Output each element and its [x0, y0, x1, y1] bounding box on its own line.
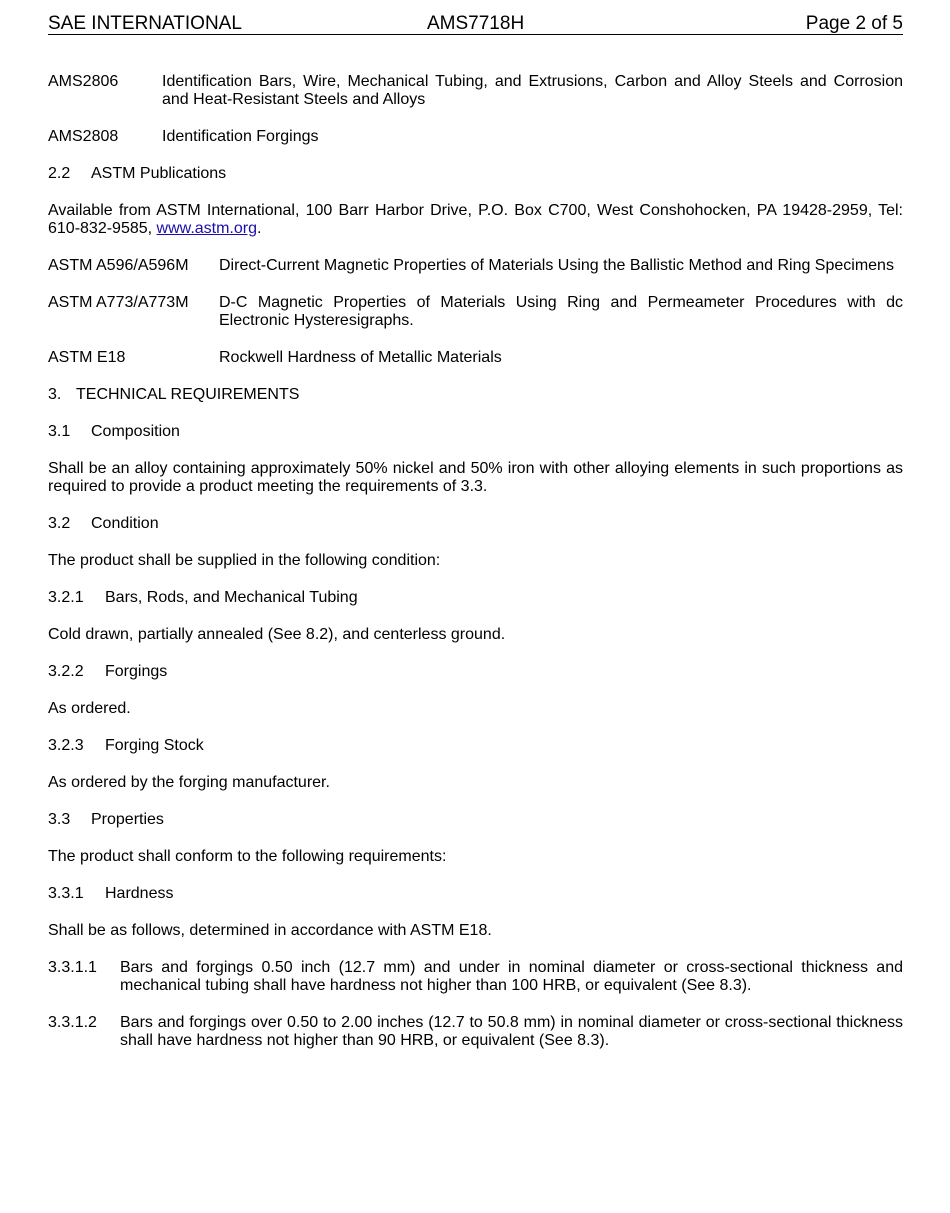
section-title: Forging Stock: [105, 737, 204, 754]
section-title: ASTM Publications: [91, 165, 227, 182]
section-number: 3.2: [48, 515, 71, 532]
reference-ams2808: [48, 128, 903, 146]
reference-astm-e18: [48, 349, 903, 367]
section-number: 3.2.2: [48, 663, 84, 680]
section-heading-technical: [48, 386, 903, 404]
reference-title: Identification Bars, Wire, Mechanical Tubing, and Extrusions, Carbon and Alloy Steels and Corrosion and Heat-Resistant Steels and Alloys: [162, 73, 903, 108]
section-number: 3.: [48, 386, 62, 403]
section-number: 3.2.3: [48, 737, 84, 754]
hardness-item-3-3-1-1: [48, 959, 903, 995]
reference-code: AMS2806: [48, 73, 119, 90]
hardness-item-3-3-1-2: [48, 1014, 903, 1050]
properties-paragraph: The product shall conform to the following requirements:: [48, 848, 447, 865]
reference-title: D-C Magnetic Properties of Materials Using Ring and Permeameter Procedures with dc Electronic Hysteresigraphs.: [219, 294, 903, 329]
section-title: Composition: [91, 423, 180, 440]
section-heading-properties: [48, 811, 903, 829]
header-org: SAE INTERNATIONAL: [48, 13, 242, 34]
condition-paragraph: The product shall be supplied in the following condition:: [48, 552, 441, 569]
section-heading-bars: [48, 589, 903, 607]
section-number: 3.3: [48, 811, 71, 828]
section-heading-forging-stock: [48, 737, 903, 755]
section-heading-forgings: [48, 663, 903, 681]
composition-paragraph: Shall be an alloy containing approximately 50% nickel and 50% iron with other alloying elements in such proportions as required to provide a product meeting the requirements of 3.3.: [48, 460, 903, 495]
section-heading-composition: [48, 423, 903, 441]
section-number: 2.2: [48, 165, 71, 182]
bars-paragraph: Cold drawn, partially annealed (See 8.2), and centerless ground.: [48, 626, 506, 643]
section-title: TECHNICAL REQUIREMENTS: [76, 386, 300, 403]
item-number: 3.3.1.1: [48, 959, 97, 976]
item-text: Bars and forgings over 0.50 to 2.00 inches (12.7 to 50.8 mm) in nominal diameter or cross-sectional thickness shall have hardness not higher than 90 HRB, or equivalent (See 8.3).: [120, 1014, 903, 1049]
reference-title: Identification Forgings: [162, 128, 319, 145]
item-number: 3.3.1.2: [48, 1014, 97, 1031]
astm-website-link[interactable]: www.astm.org: [156, 220, 257, 237]
document-page: [48, 0, 903, 1050]
header-doc-number: AMS7718H: [427, 13, 525, 34]
availability-trailing: .: [257, 220, 262, 237]
reference-astm-a596: [48, 257, 903, 275]
section-number: 3.1: [48, 423, 71, 440]
reference-title: Direct-Current Magnetic Properties of Materials Using the Ballistic Method and Ring Specimens: [219, 257, 894, 274]
reference-ams2806: [48, 73, 903, 109]
item-text: Bars and forgings 0.50 inch (12.7 mm) and under in nominal diameter or cross-sectional thickness and mechanical tubing shall have hardness not higher than 100 HRB, or equivalent (See 8.3).: [120, 959, 903, 994]
reference-code: AMS2808: [48, 128, 119, 145]
section-title: Forgings: [105, 663, 168, 680]
section-number: 3.3.1: [48, 885, 84, 902]
reference-code: ASTM A773/A773M: [48, 294, 189, 311]
reference-title: Rockwell Hardness of Metallic Materials: [219, 349, 502, 366]
section-heading-condition: [48, 515, 903, 533]
forging-stock-paragraph: As ordered by the forging manufacturer.: [48, 774, 330, 791]
section-heading-astm: [48, 165, 903, 183]
reference-astm-a773: [48, 294, 903, 330]
page-header: [48, 0, 903, 35]
section-title: Bars, Rods, and Mechanical Tubing: [105, 589, 358, 606]
availability-text: Available from ASTM International, 100 Barr Harbor Drive, P.O. Box C700, West Conshohocken, PA 19428-2959, Tel: 610-832-9585,: [48, 202, 903, 237]
astm-availability-paragraph: [48, 202, 903, 238]
section-title: Hardness: [105, 885, 174, 902]
forgings-paragraph: As ordered.: [48, 700, 131, 717]
reference-code: ASTM E18: [48, 349, 126, 366]
section-title: Condition: [91, 515, 159, 532]
header-page-number: Page 2 of 5: [805, 13, 903, 34]
reference-code: ASTM A596/A596M: [48, 257, 189, 274]
section-title: Properties: [91, 811, 164, 828]
hardness-paragraph: Shall be as follows, determined in accordance with ASTM E18.: [48, 922, 492, 939]
section-heading-hardness: [48, 885, 903, 903]
section-number: 3.2.1: [48, 589, 84, 606]
